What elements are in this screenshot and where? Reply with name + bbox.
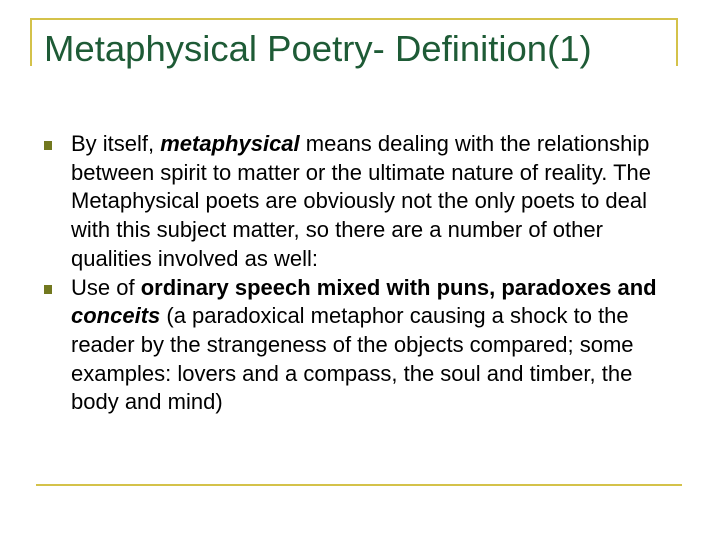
text-segment: means dealing with the relationship between spirit to matter or the ultimate nature of reality. The Metaphysical poets are obviously not the only poets to deal with this subject matter, so there are a number of other qualities involved as well: bbox=[71, 131, 652, 271]
title-frame-right-line bbox=[676, 18, 678, 66]
bullet-text bbox=[71, 130, 684, 274]
bullet-item-metaphysical-definition bbox=[44, 130, 684, 274]
square-bullet-icon bbox=[44, 141, 52, 150]
bottom-divider-line bbox=[36, 484, 682, 486]
square-bullet-icon bbox=[44, 285, 52, 294]
emphasis-ordinary-speech: ordinary speech mixed with puns, paradoxes and bbox=[140, 274, 657, 300]
emphasis-term-conceits: conceits bbox=[71, 303, 161, 329]
bullet-list bbox=[44, 130, 684, 417]
bullet-item-ordinary-speech bbox=[44, 274, 684, 418]
text-segment: Use of bbox=[71, 274, 141, 300]
title-frame-top-line bbox=[30, 18, 678, 20]
bullet-text bbox=[71, 274, 684, 418]
title-frame-left-line bbox=[30, 18, 32, 66]
text-segment: (a paradoxical metaphor causing a shock to the reader by the strangeness of the objects compared; some examples: lovers and a compass, the soul and timber, the body and mind) bbox=[71, 303, 634, 415]
emphasis-term-metaphysical: metaphysical bbox=[160, 131, 300, 156]
text-segment: By itself, bbox=[71, 131, 161, 156]
slide-title: Metaphysical Poetry- Definition(1) bbox=[44, 28, 592, 69]
